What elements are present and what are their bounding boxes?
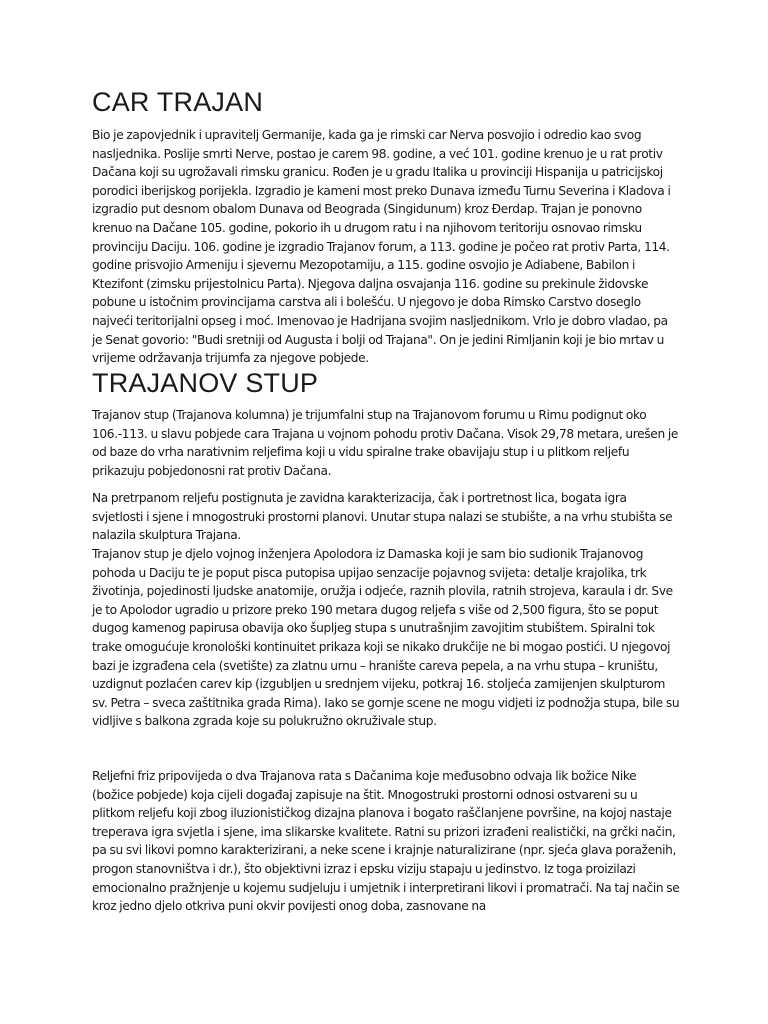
paragraph-relief: Na pretrpanom reljefu postignuta je zavidna karakterizacija, čak i portretnost lica, bogata igra svjetlosti i sjene i mnogostruki prostorni planovi. Unutar stupa nalazi se stubište, a na vrhu stubišta se nalazila skulptura Trajana. [92,491,673,543]
page-title: CAR TRAJAN [92,87,264,117]
section-title-trajanov-stup: TRAJANOV STUP [92,368,319,398]
paragraph-friz: Reljefni friz pripovijeda o dva Trajanova rata s Dačanima koje međusobno odvaja lik božice Nike (božice pobjede) koja cijeli događaj zapisuje na štit. Mnogostruki prostorni odnosi ostvareni su u plitkom reljefu koji zbog iluzionističkog dizajna planova i bogato raščlanjene površine, na kojoj nastaje treperava igra svjetla i sjene, ima slikarske kvalitete. Ratni su prizori izrađeni realistički, na grčki način, pa su svi likovi pomno karakterizirani, a neke scene i krajnje naturalizirane (npr. sjeća glava poraženih, progon stanovništva i dr.), što objektivni izraz i epsku viziju stapaju u jedinstvo. Iz toga proizilazi emocionalno pražnjenje u kojemu sudjeluju i umjetnik i interpretirani likovi i promatrači. Na taj način se kroz jedno djelo otkriva puni okvir povijesti onog doba, zasnovane na [92,769,680,914]
paragraph-stup-intro: Trajanov stup (Trajanova kolumna) je trijumfalni stup na Trajanovom forumu u Rimu podignut oko 106.-113. u slavu pobjede cara Trajana u vojnom pohodu protiv Dačana. Visok 29,78 metara, urešen je od baze do vrha narativnim reljefima koji u vidu spiralne trake obavijaju stup i u plitkom reljefu prikazuju pobjedonosni rat protiv Dačana. [92,408,679,478]
paragraph-car-trajan: Bio je zapovjednik i upravitelj Germanije, kada ga je rimski car Nerva posvojio i odredio kao svog nasljednika. Poslije smrti Nerve, postao je carem 98. godine, a već 101. godine krenuo je u rat protiv Dačana koji su ugrožavali rimsku granicu. Rođen je u gradu Italika u provinciji Hispanija u patricijskoj porodici iberijskog porijekla. Izgradio je kameni most preko Dunava između Turnu Severina i Kladova i izgradio put desnom obalom Dunava od Beograda (Singidunum) kroz Đerdap. Trajan je ponovno krenuo na Dačane 105. godine, pokorio ih u drugom ratu i na njihovom teritoriju osnovao rimsku provinciju Daciju. 106. godine je izgradio Trajanov forum, a 113. godine je počeo rat protiv Parta, 114. godine prisvojio Armeniju i sjevernu Mezopotamiju, a 115. godine osvojio je Adiabene, Babilon i Ktezifont (zimsku prijestolnicu Parta). Njegova daljna osvajanja 116. godine su prekinule židovske pobune u istočnim provincijama carstva ali i bolešću. U njegovo je doba Rimsko Carstvo doseglo najveći teritorijalni opseg i moć. Imenovao je Hadrijana svojim nasljednikom. Vrlo je dobro vladao, pa je Senat govorio: "Budi sretniji od Augusta i bolji od Trajana". On je jedini Rimljanin koji je bio mrtav u vrijeme održavanja trijumfa za njegove pobjede. [92,128,671,366]
paragraph-apolodor: Trajanov stup je djelo vojnog inženjera Apolodora iz Damaska koji je sam bio sudionik Trajanovog pohoda u Daciju te je poput pisca putopisa upijao senzacije pojavnog svijeta: detalje krajolika, trk životinja, pojedinosti ljudske anatomije, oružja i odjeće, raznih plovila, ratnih strojeva, karaula i dr. Sve je to Apolodor ugradio u prizore preko 190 metara dugog reljefa s više od 2,500 figura, što se poput dugog kamenog papirusa obavija oko šupljeg stupa s unutrašnjim zavojitim stubištem. Spiralni tok trake omogućuje kronološki kontinuitet prikaza koji se nikako drukčije ne bi mogao postići. U njegovoj bazi je izgrađena cela (svetište) za zlatnu urnu – hranište careva pepela, a na vrhu stupa – kruništu, uzdignut pozlaćen carev kip (izgubljen u srednjem vijeku, potkraj 16. stoljeća zamijenjen skulpturom sv. Petra – sveca zaštitnika grada Rima). Iako se gornje scene ne mogu vidjeti iz podnožja stupa, bile su vidljive s balkona zgrada koje su polukružno okruživale stup. [92,547,680,729]
